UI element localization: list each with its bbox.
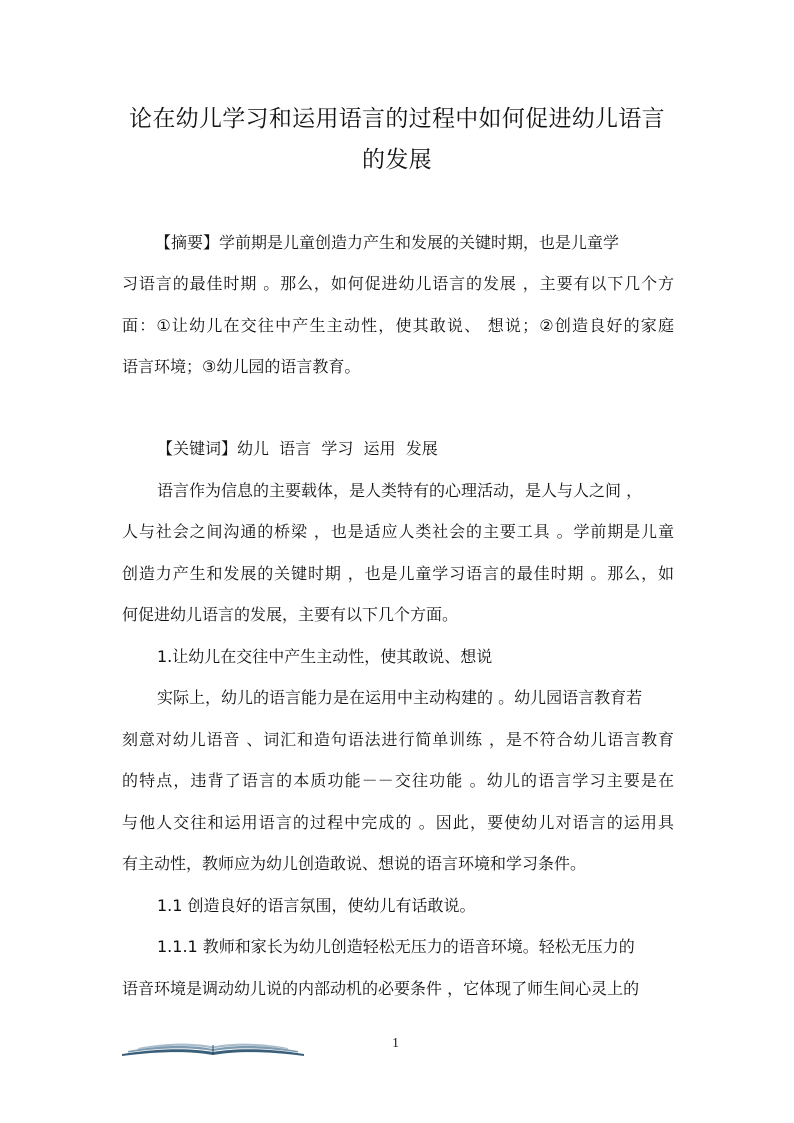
section-1-line-2: 刻意对幼儿语音 、词汇和造句语法进行简单训练 ，是不符合幼儿语言教育 — [122, 730, 674, 749]
abstract-line-2: 习语言的最佳时期 。那么，如何促进幼儿语言的发展 ，主要有以下几个方 — [122, 274, 674, 293]
abstract-line-1: 【摘要】学前期是儿童创造力产生和发展的关键时期，也是儿童学 — [155, 233, 620, 252]
intro-line-2: 人与社会之间沟通的桥梁 ，也是适应人类社会的主要工具 。学前期是儿童 — [122, 522, 674, 541]
section-1-1-1-line-1: 1.1.1 教师和家长为幼儿创造轻松无压力的语音环境。轻松无压力的 — [157, 937, 635, 956]
intro-line-4: 何促进幼儿语言的发展，主要有以下几个方面。 — [122, 605, 459, 624]
page-title-line-2: 的发展 — [362, 147, 432, 173]
section-1-heading: 1.让幼儿在交往中产生主动性，使其敢说、想说 — [157, 647, 493, 666]
section-1-line-3: 的特点，违背了语言的本质功能－－交往功能 。幼儿的语言学习主要是在 — [122, 771, 674, 790]
intro-line-1: 语言作为信息的主要载体，是人类特有的心理活动，是人与人之间 ， — [157, 481, 643, 500]
keywords-line: 【关键词】幼儿 语言 学习 运用 发展 — [157, 439, 438, 458]
section-1-line-1: 实际上，幼儿的语言能力是在运用中主动构建的 。幼儿园语言教育若 — [157, 688, 643, 707]
section-1-line-4: 与他人交往和运用语言的过程中完成的 。因此，要使幼儿对语言的运用具 — [122, 813, 674, 832]
abstract-line-3: 面：①让幼儿在交往中产生主动性，使其敢说、 想说；②创造良好的家庭 — [122, 316, 674, 335]
page-title-line-1: 论在幼儿学习和运用语言的过程中如何促进幼儿语言 — [129, 106, 665, 132]
section-1-1-heading: 1.1 创造良好的语言氛围，使幼儿有话敢说。 — [157, 896, 476, 915]
page-number: 1 — [392, 1036, 399, 1051]
abstract-line-4: 语言环境；③幼儿园的语言教育。 — [122, 357, 361, 376]
section-1-1-1-line-2: 语音环境是调动幼儿说的内部动机的必要条件 ，它体现了师生间心灵上的 — [122, 979, 640, 998]
open-book-icon — [120, 1038, 306, 1058]
section-1-line-5: 有主动性，教师应为幼儿创造敢说、想说的语言环境和学习条件。 — [122, 854, 587, 873]
intro-line-3: 创造力产生和发展的关键时期 ，也是儿童学习语言的最佳时期 。那么，如 — [122, 564, 674, 583]
